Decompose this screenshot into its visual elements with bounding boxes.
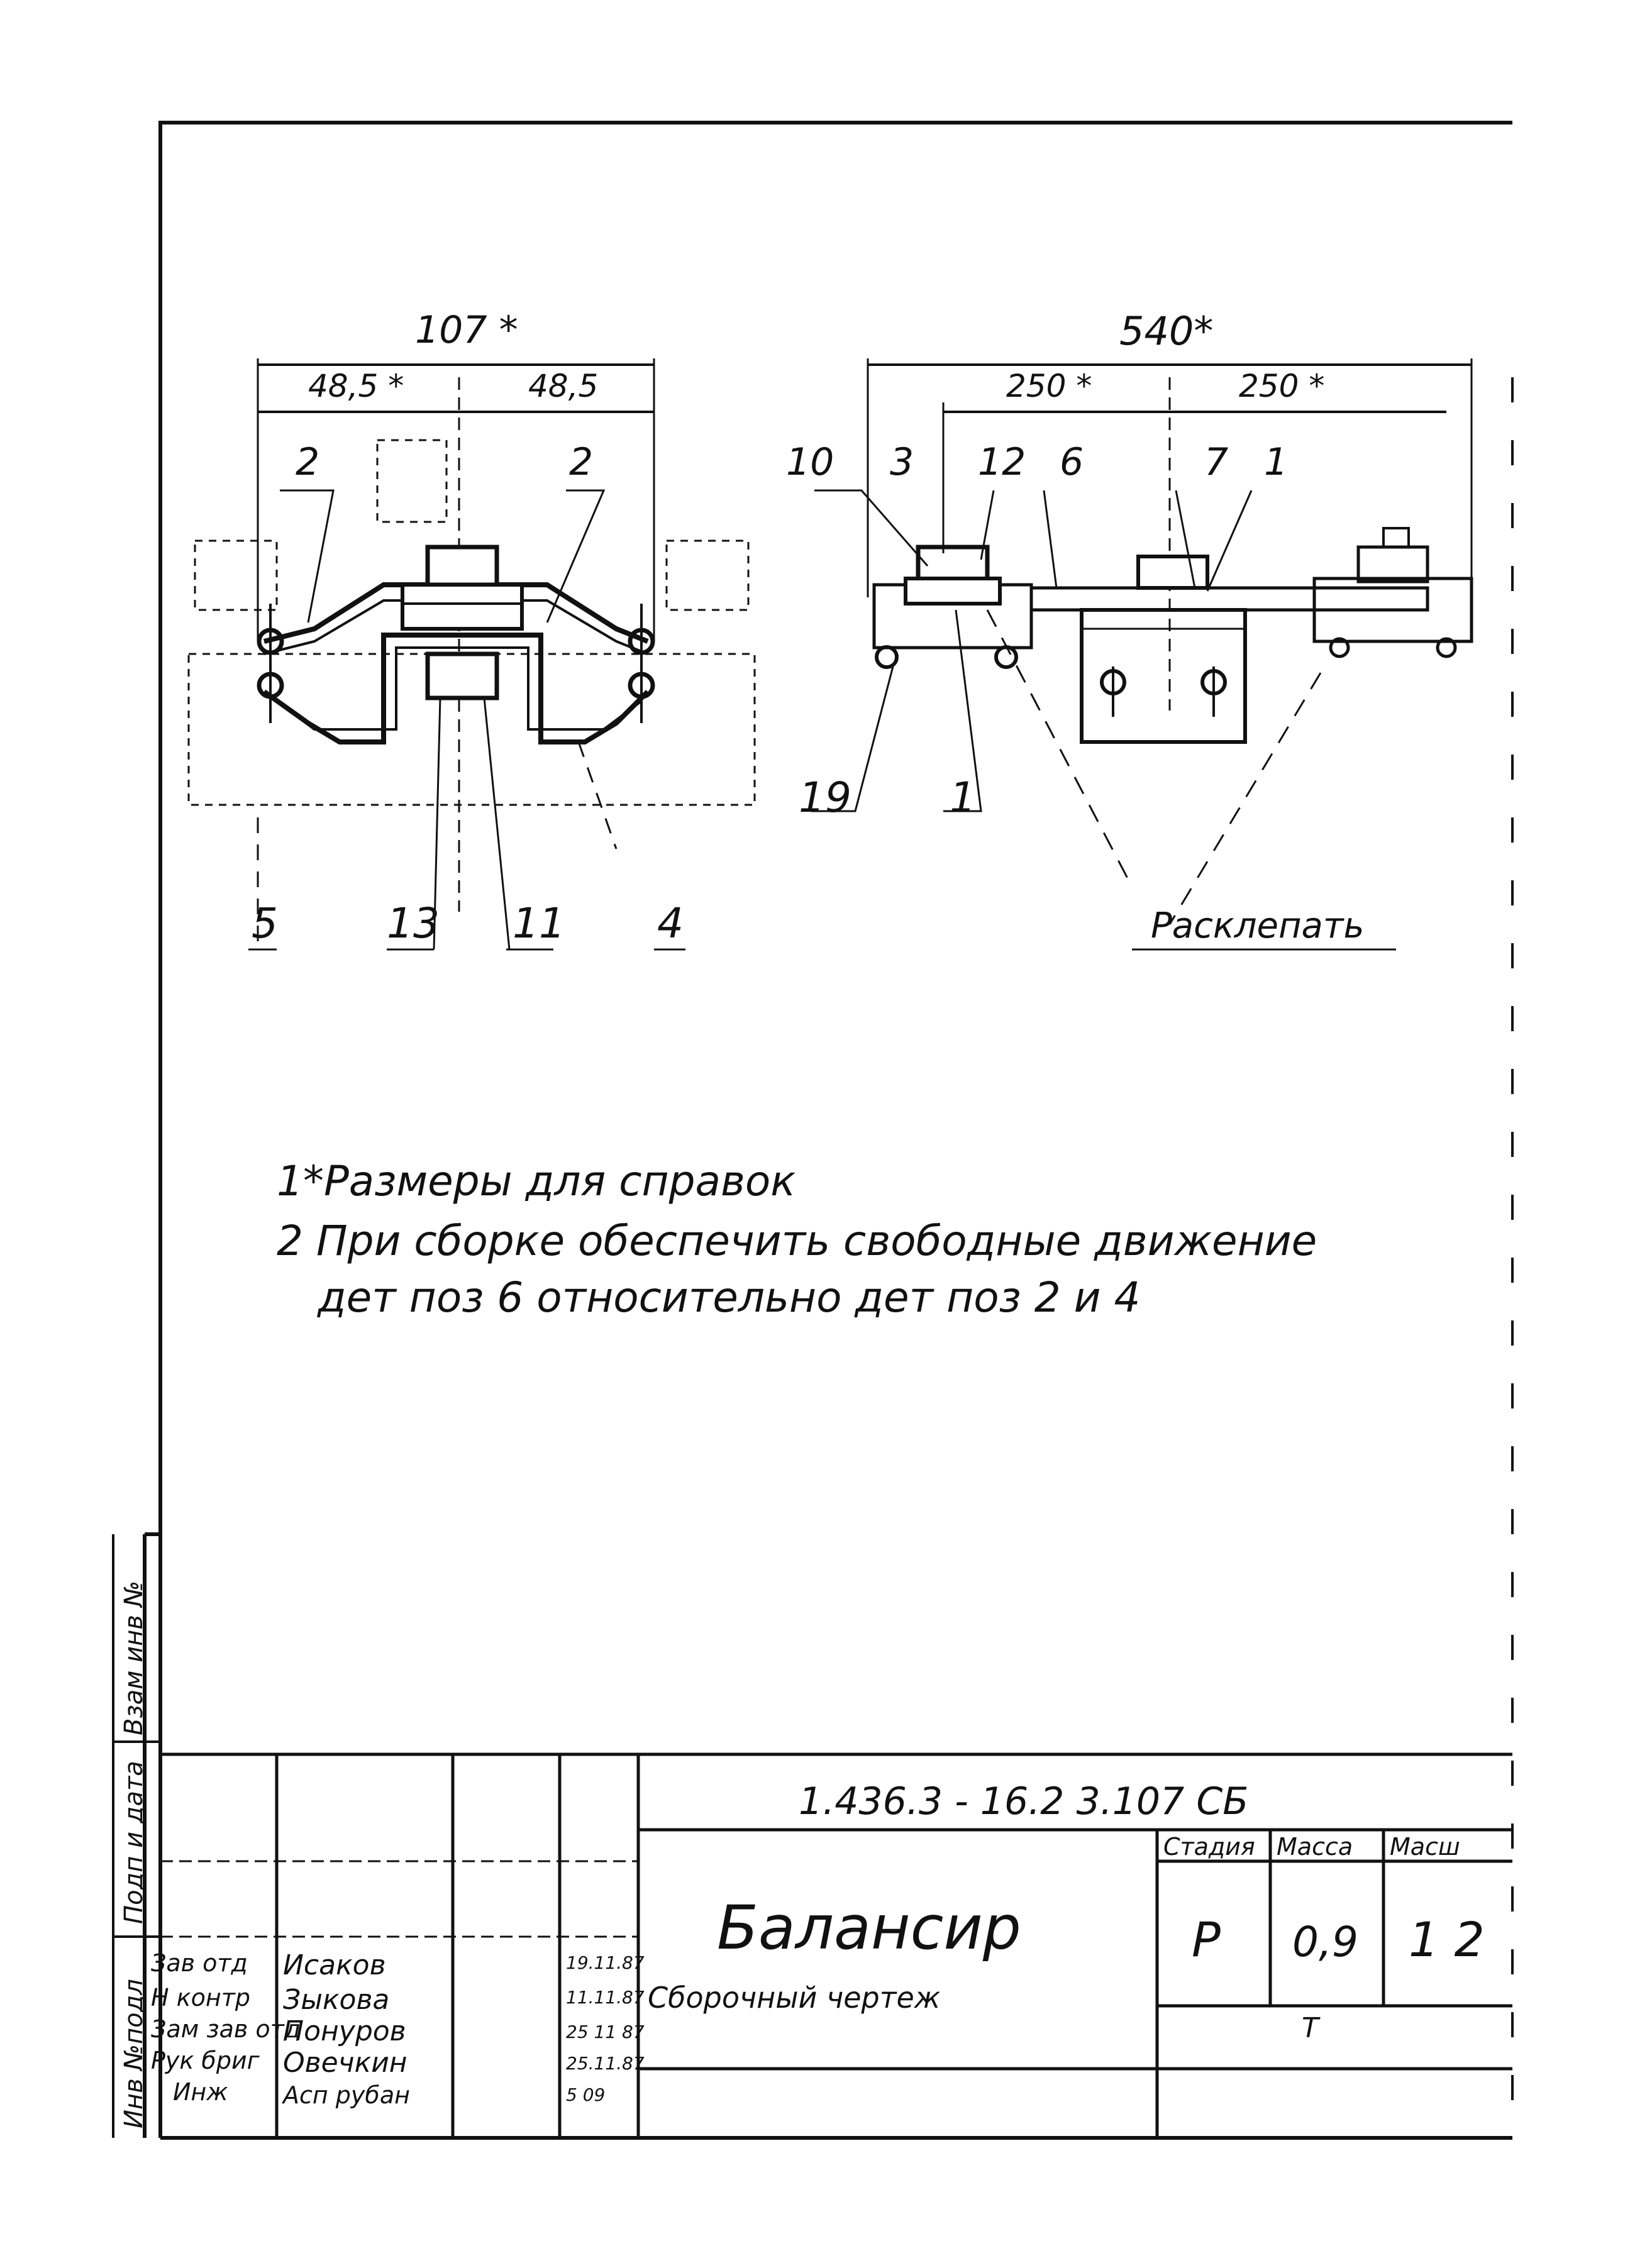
date-1: 19.11.87 xyxy=(566,1952,645,1973)
stage-header: Стадия xyxy=(1163,1833,1255,1861)
side-replace-inv: Взам инв № xyxy=(119,1580,148,1735)
right-dim-left-half: 250 * xyxy=(1006,368,1092,404)
left-callout-13: 13 xyxy=(387,899,440,948)
role-5: Инж xyxy=(173,2078,228,2106)
left-callout-2a: 2 xyxy=(296,440,320,484)
left-dim-right-half: 48,5 xyxy=(528,368,599,404)
name-1: Исаков xyxy=(283,1949,386,1981)
left-callout-2b: 2 xyxy=(569,440,594,484)
right-callout-19: 19 xyxy=(799,773,851,822)
right-dim-right-half: 250 * xyxy=(1239,368,1325,404)
drawing-subtitle: Сборочный чертеж xyxy=(648,1981,941,2015)
role-2: Н контр xyxy=(151,1984,250,2011)
role-3: Зам зав отд xyxy=(151,2015,301,2043)
mass-header: Масса xyxy=(1277,1833,1353,1861)
name-5: Асп рубан xyxy=(283,2081,410,2109)
left-callout-4: 4 xyxy=(657,899,684,948)
left-view xyxy=(189,358,755,949)
mass-value: 0,9 xyxy=(1292,1918,1358,1966)
name-4: Овечкин xyxy=(283,2047,407,2079)
date-4: 25.11.87 xyxy=(566,2053,645,2074)
name-3: Понуров xyxy=(283,2015,406,2047)
note-2-cont: дет поз 6 относительно дет поз 2 и 4 xyxy=(318,1273,1141,1322)
note-2: 2 При сборке обеспечить свободные движение xyxy=(277,1217,1317,1265)
right-callout-10: 10 xyxy=(786,440,834,484)
drawing-title: Балансир xyxy=(717,1893,1021,1963)
left-callout-5: 5 xyxy=(252,899,278,948)
right-callout-12: 12 xyxy=(978,440,1026,484)
role-1: Зав отд xyxy=(151,1949,248,1977)
drawing-designation: 1.436.3 - 16.2 3.107 СБ xyxy=(799,1779,1249,1823)
right-callout-1: 1 xyxy=(1264,440,1289,484)
right-callout-3: 3 xyxy=(890,440,914,484)
side-sign-date: Подп и дата xyxy=(119,1761,148,1924)
stage-value: Р xyxy=(1192,1912,1221,1967)
side-inv-no: Инв №подл xyxy=(119,1979,148,2128)
scale-header: Масш xyxy=(1390,1833,1460,1861)
left-dim-overall: 107 * xyxy=(415,308,518,352)
rivet-annotation: Расклепать xyxy=(1151,905,1365,946)
sheet-row: Т xyxy=(1302,2012,1319,2044)
date-2: 11.11.87 xyxy=(566,1987,645,2008)
left-callout-11: 11 xyxy=(513,899,565,948)
role-4: Рук бриг xyxy=(151,2047,260,2074)
right-dim-overall: 540* xyxy=(1119,308,1214,354)
right-callout-6: 6 xyxy=(1060,440,1084,484)
left-dim-left-half: 48,5 * xyxy=(308,368,404,404)
scale-value: 1 2 xyxy=(1409,1912,1485,1967)
date-3: 25 11 87 xyxy=(566,2022,645,2042)
date-5: 5 09 xyxy=(566,2084,606,2105)
note-1: 1*Размеры для справок xyxy=(277,1157,796,1205)
right-callout-1-lower: 1 xyxy=(950,773,976,822)
name-2: Зыкова xyxy=(283,1984,390,2016)
right-callout-7: 7 xyxy=(1204,440,1229,484)
